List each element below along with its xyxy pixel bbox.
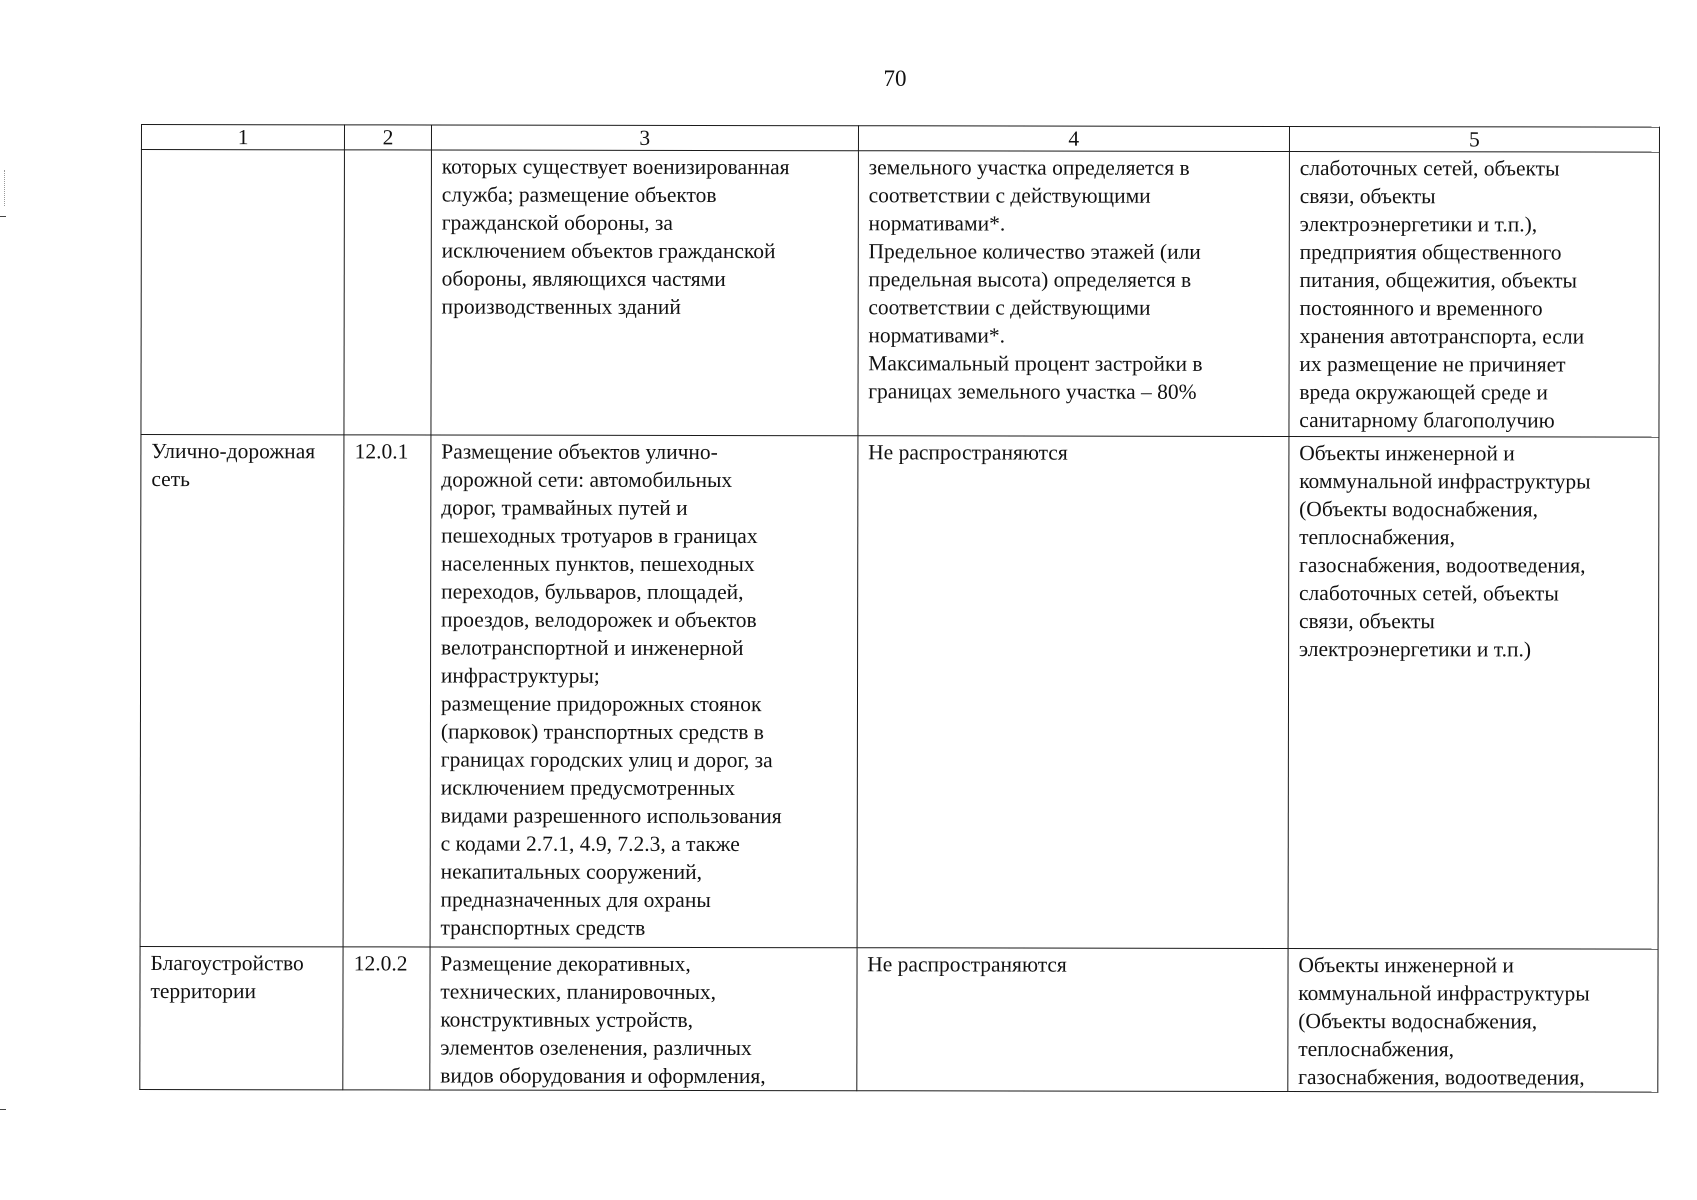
- auxiliary-uses: Объекты инженерной и коммунальной инфраструктуры (Объекты водоснабжения, теплоснабжения, газоснабжения, водоотведения,: [1288, 949, 1658, 1093]
- margin-dots: [4, 170, 6, 206]
- table-row: [141, 150, 1659, 438]
- construction-parameters: Не распространяются: [857, 948, 1288, 1092]
- permitted-use-code: [344, 150, 431, 435]
- permitted-use-code: 12.0.2: [343, 947, 430, 1090]
- permitted-use-description: которых существует военизированная служба; размещение объектов гражданской обороны, за исключением объектов гражданской обороны, являющихся частями производственных зданий: [431, 150, 858, 436]
- construction-parameters: земельного участка определяется в соответствии с действующими нормативами*. Предельное количество этажей (или предельная высота) определяется в соответствии с действующими нормативами*. Максимальный процент застройки в границах земельного участка – 80%: [858, 151, 1290, 437]
- table-header-row: [141, 125, 1659, 153]
- permitted-use-name: Благоустройство территории: [140, 946, 343, 1089]
- column-number-header: 4: [858, 126, 1289, 152]
- permitted-use-description: Размещение объектов улично- дорожной сети: автомобильных дорог, трамвайных путей и пешеходных тротуаров в границах населенных пунктов, пешеходных переходов, бульваров, площадей, проездов, велодорожек и объектов велотранспортной и инженерной инфраструктуры; размещение придорожных стоянок (парковок) транспортных средств в границах городских улиц и дорог, за исключением предусмотренных видами разрешенного использования с кодами 2.7.1, 4.9, 7.2.3, а также некапитальных сооружений, предназначенных для охраны транспортных средств: [430, 435, 858, 948]
- table-row: [140, 435, 1659, 950]
- page-number: 70: [883, 66, 907, 91]
- permitted-use-name: [141, 150, 345, 435]
- permitted-use-code: 12.0.1: [343, 435, 431, 947]
- auxiliary-uses: Объекты инженерной и коммунальной инфраструктуры (Объекты водоснабжения, теплоснабжения, газоснабжения, водоотведения, слаботочных сетей, объекты связи, объекты электроэнергетики и т.п.): [1288, 437, 1659, 950]
- auxiliary-uses: слаботочных сетей, объекты связи, объекты электроэнергетики и т.п.), предприятия общественного питания, общежития, объекты постоянного и временного хранения автотранспорта, если их размещение не причиняет вреда окружающей среде и санитарному благополучию: [1289, 152, 1660, 438]
- margin-tick-bottom: [0, 1109, 6, 1110]
- table-row: [140, 946, 1658, 1092]
- column-number-header: 2: [345, 125, 432, 150]
- permitted-use-name: Улично-дорожная сеть: [140, 435, 344, 947]
- column-number-header: 3: [431, 125, 858, 151]
- regulations-table: [139, 124, 1660, 1093]
- construction-parameters: Не распространяются: [857, 436, 1289, 949]
- margin-tick-top: [0, 216, 6, 217]
- permitted-use-description: Размещение декоративных, технических, планировочных, конструктивных устройств, элементов озеленения, различных видов оборудования и оформления,: [430, 947, 857, 1091]
- column-number-header: 1: [141, 125, 344, 150]
- column-number-header: 5: [1289, 127, 1659, 153]
